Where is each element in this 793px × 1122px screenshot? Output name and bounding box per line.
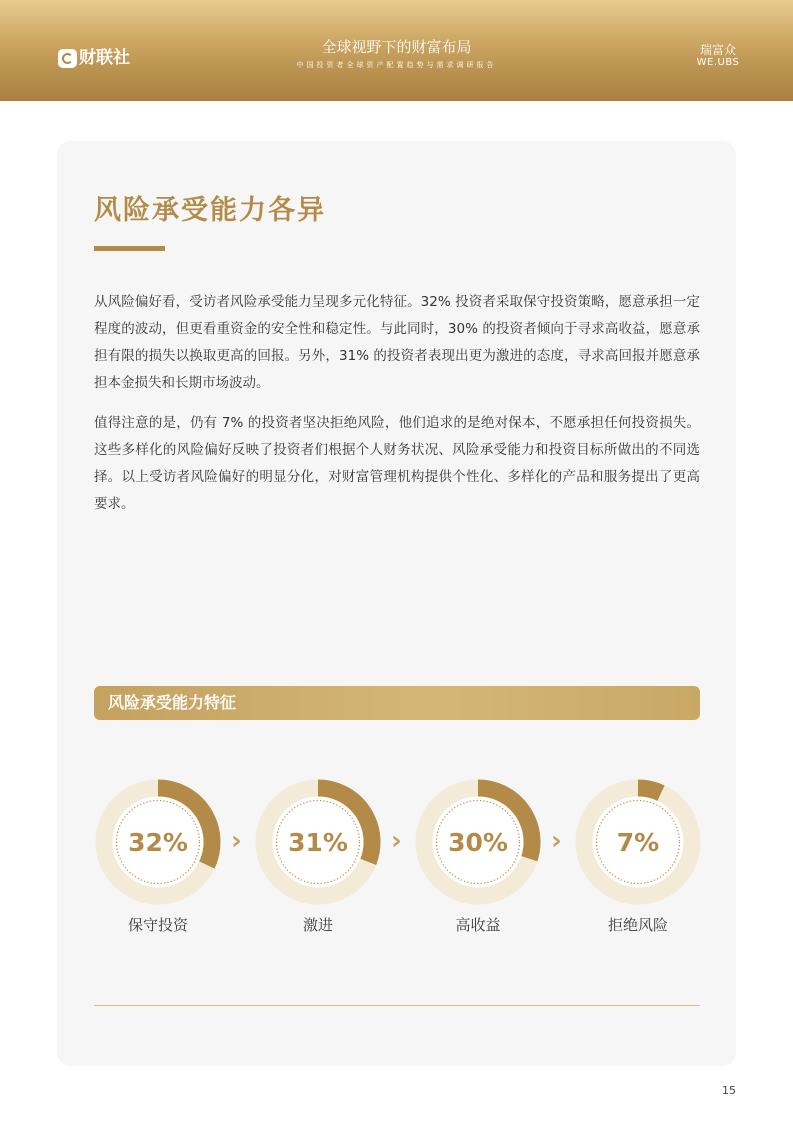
gauge-risk-averse [575,779,701,905]
stat-label: 拒绝风险 [607,916,668,934]
paragraph-1: 从风险偏好看，受访者风险承受能力呈现多元化特征。32% 投资者采取保守投资策略，愿意承担一定程度的波动，但更看重资金的安全性和稳定性。与此同时，30% 的投资者倾向于寻求高收益，愿意承担有限的损失以换取更高的回报。另外，31% 的投资者表现出更为激进的态度，寻求高回报并愿意承担本金损失和长期市场波动。 [94,294,700,391]
stat-risk-averse [575,779,701,934]
section-title: 风险承受能力特征 [108,693,237,712]
title-underline [94,246,165,251]
page-number: 15 [722,1084,736,1097]
report-title: 全球视野下的财富布局 [321,38,472,56]
page-header [0,0,793,101]
chevron-right-icon: › [551,826,562,856]
gauge-aggressive [255,779,381,905]
chevron-right-icon: › [391,826,402,856]
report-subtitle: 中国投资者全球资产配置趋势与需求调研报告 [296,61,497,69]
stat-label: 激进 [302,916,333,934]
stat-label: 高收益 [455,916,501,934]
paragraph-2: 值得注意的是，仍有 7% 的投资者坚决拒绝风险，他们追求的是绝对保本，不愿承担任何投资损失。这些多样化的风险偏好反映了投资者们根据个人财务状况、风险承受能力和投资目标所做出的不同选择。以上受访者风险偏好的明显分化，对财富管理机构提供个性化、多样化的产品和服务提出了更高要求。 [94,415,700,512]
bottom-divider [94,1005,700,1006]
cls-logo-text: 财联社 [79,48,130,68]
gauge-arc [638,788,661,793]
weubs-logo-en: WE.UBS [696,57,740,68]
stat-aggressive [255,779,381,934]
stat-conservative [95,779,221,934]
page-title: 风险承受能力各异 [94,195,326,226]
gauge-value: 32% [128,828,188,857]
weubs-logo-cn: 瑞富众 [699,43,736,57]
stat-label: 保守投资 [127,916,188,934]
gauge-value: 30% [448,828,508,857]
gauge-value: 7% [616,828,660,857]
gauge-high-return [415,779,541,905]
stat-high-return [415,779,541,934]
weubs-logo [690,43,746,69]
section-header-bar [94,686,700,720]
chevron-right-icon: › [231,826,242,856]
gauge-value: 31% [288,828,348,857]
gauge-conservative [95,779,221,905]
